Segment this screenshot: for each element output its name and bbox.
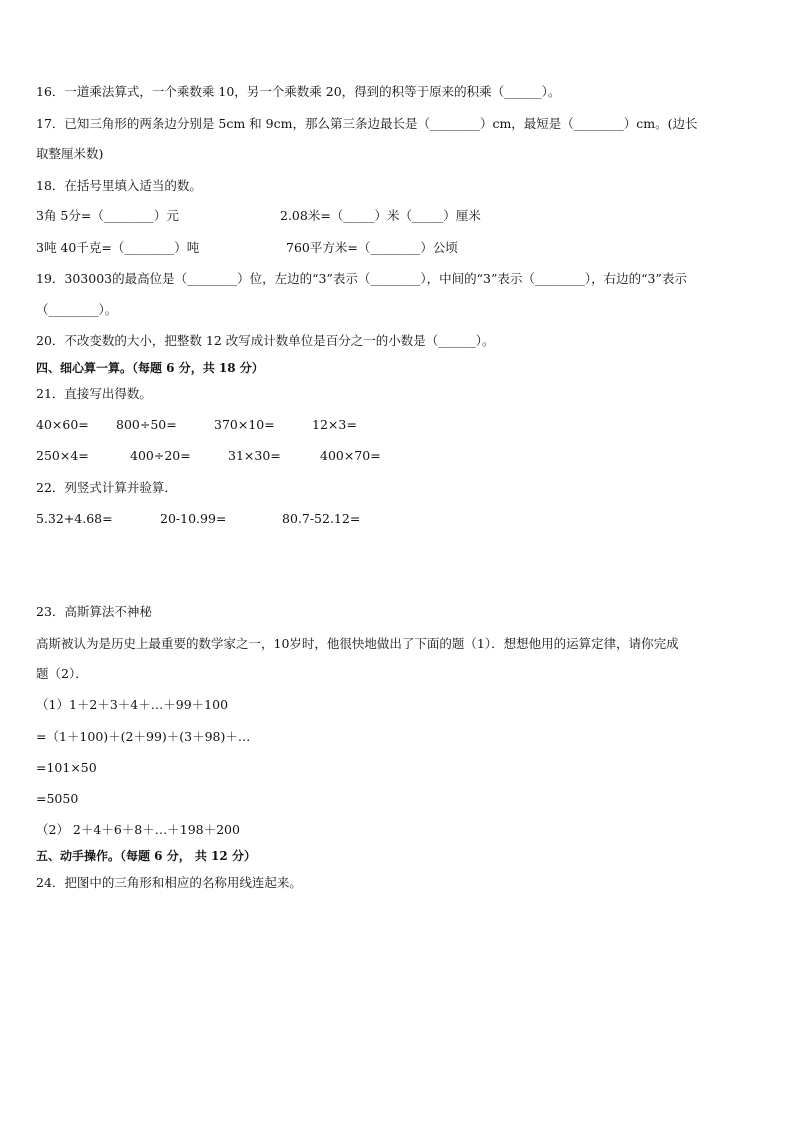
calc-item: 80.7-52.12= — [282, 511, 361, 526]
calc-item: 31×30= — [228, 448, 281, 463]
section-5-heading: 五、动手操作。（每题 6 分， 共 12 分） — [36, 849, 256, 863]
calc-item: 40×60= — [36, 417, 89, 432]
question-18-item-4: 760平方米=（________）公顷 — [286, 240, 458, 255]
calc-item: 370×10= — [214, 417, 275, 432]
question-23-step-2: =（1＋100)＋(2＋99)＋(3＋98)＋… — [36, 729, 251, 744]
question-16: 16．一道乘法算式，一个乘数乘 10，另一个乘数乘 20，得到的积等于原来的积乘（______）。 — [36, 84, 561, 99]
question-18-item-1: 3角 5分=（________）元 — [36, 208, 179, 223]
question-22: 22．列竖式计算并验算． — [36, 480, 177, 495]
question-19-line-1: 19．303003的最高位是（________）位，左边的“3”表示（________），中间的“3”表示（________），右边的“3”表示 — [36, 271, 687, 286]
section-4-heading: 四、细心算一算。（每题 6 分，共 18 分） — [36, 361, 264, 375]
calc-item: 20-10.99= — [160, 511, 227, 526]
question-21: 21．直接写出得数。 — [36, 386, 152, 401]
question-23-step-3: =101×50 — [36, 760, 97, 775]
question-18: 18．在括号里填入适当的数。 — [36, 178, 202, 193]
calc-item: 400÷20= — [130, 448, 191, 463]
calc-item: 5.32+4.68= — [36, 511, 113, 526]
question-20: 20．不改变数的大小，把整数 12 改写成计数单位是百分之一的小数是（______）。 — [36, 333, 495, 348]
calc-item: 800÷50= — [116, 417, 177, 432]
question-24: 24．把图中的三角形和相应的名称用线连起来。 — [36, 875, 302, 890]
calc-item: 400×70= — [320, 448, 381, 463]
question-23-step-4: =5050 — [36, 791, 79, 806]
question-17-line-1: 17．已知三角形的两条边分别是 5cm 和 9cm，那么第三条边最长是（________）cm，最短是（________）cm。(边长 — [36, 116, 698, 131]
question-18-item-3: 3吨 40千克=（________）吨 — [36, 240, 200, 255]
question-19-line-2: （________）。 — [36, 302, 118, 317]
question-23: 23．高斯算法不神秘 — [36, 604, 152, 619]
question-17-line-2: 取整厘米数) — [36, 146, 104, 161]
question-23-paragraph-line-1: 高斯被认为是历史上最重要的数学家之一，10岁时，他很快地做出了下面的题（1）．想想他用的运算定律，请你完成 — [36, 636, 679, 651]
calc-item: 12×3= — [312, 417, 357, 432]
question-23-step-1: （1）1＋2＋3＋4＋…＋99＋100 — [36, 697, 229, 712]
calc-item: 250×4= — [36, 448, 89, 463]
question-23-paragraph-line-2: 题（2）． — [36, 666, 88, 681]
question-23-part-2: （2） 2＋4＋6＋8＋…＋198＋200 — [36, 822, 240, 837]
question-18-item-2: 2.08米=（_____）米（_____）厘米 — [280, 208, 481, 223]
